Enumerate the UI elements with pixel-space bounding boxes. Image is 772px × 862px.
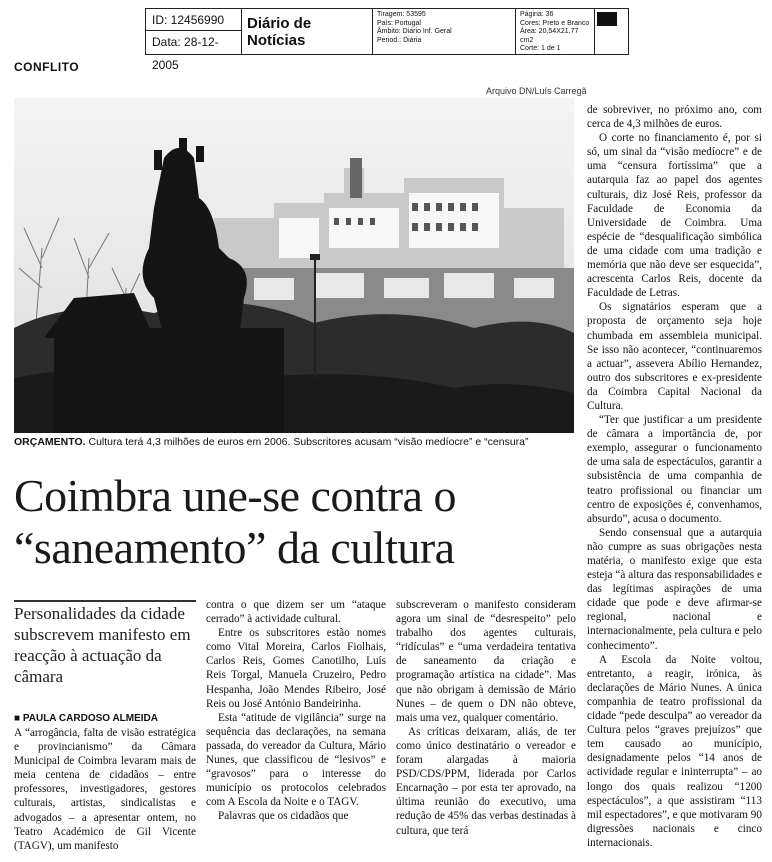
paragraph: A “arrogância, falta de visão estratégica e provincianismo” da Câmara Municipal de Coimbra levaram mais de meia centena de cidadãos – entre professores, investigadores, gestores culturais, artistas, sindicalistas e advogados – a apresentar ontem, no Teatro Académico de Gil Vicente (TAGV), um manifesto	[14, 727, 196, 852]
article-column-3	[396, 598, 576, 838]
deck-rule	[14, 600, 196, 602]
clipping-meta-left	[374, 9, 516, 54]
meta-line: Âmbito: Diário Inf. Geral	[377, 28, 452, 35]
caption-text: Cultura terá 4,3 milhões de euros em 2006. Subscritores acusam “visão medíocre” e “censura”	[85, 436, 529, 448]
paragraph: subscreveram o manifesto consideram agora um sinal de “desrespeito” pelo trabalho dos agentes culturais, “ridículas” e “uma verdadeira tentativa de saneamento da criação e programação artística na cidade”. Mas que não obrigam à demissão de Mário Nunes – de quem o DN não obteve, mais uma vez, qualquer comentário.	[396, 599, 576, 724]
byline: ■ PAULA CARDOSO ALMEIDA	[14, 713, 158, 724]
paragraph: As críticas deixaram, aliás, de ter como único destinatário o vereador e foram alargadas à maioria PSD/CDS/PPM, liderada por Carlos Encarnação – por esta ter aprovado, na última reunião do executivo, uma redução de 45% das verbas destinadas à cultura, que terá	[396, 725, 576, 837]
meta-line: Página: 36	[520, 11, 554, 18]
headline-line: Coimbra une-se contra o	[14, 470, 456, 521]
meta-line: Corte: 1 de 1	[520, 45, 561, 52]
meta-line: Tiragem: 53595	[377, 11, 426, 18]
paragraph: Esta “atitude de vigilância” surge na sequência das declarações, na semana passada, do vereador da Cultura, Mário Nunes, que classificou de “lesivos” e “gravosos” para o interesse do município os protocolos celebrados com A Escola da Noite e o TAGV.	[206, 711, 386, 809]
clipping-header	[145, 8, 629, 72]
article-column-1	[14, 726, 196, 853]
clipping-meta-right	[517, 9, 595, 54]
paragraph: A Escola da Noite voltou, entretanto, a reagir, irónica, às declarações de Mário Nunes. A única companhia de teatro profissional da cidade “pede desculpa” ao vereador da Cultura pelos “graves prejuízos” que tem causado ao município, designadamente pelos “14 anos de actividade regular e ininterrupta” – ao longo dos quais realizou “1200 espectáculos”, a que assistiram “113 mil espectadores”, e que motivaram 90 digressões nacionais e cinco internacionais.	[587, 653, 762, 849]
headline-line: “saneamento” da cultura	[14, 522, 455, 573]
caption-label: ORÇAMENTO.	[14, 436, 86, 448]
paragraph: Palavras que os cidadãos que	[218, 810, 349, 823]
article-photo	[14, 98, 574, 433]
black-marker	[597, 12, 617, 26]
photo-illustration	[14, 98, 574, 433]
paragraph: O corte no financiamento é, por si só, um sinal da “visão medíocre” e de uma “censura fortíssima” que a autarquia faz ao papel dos agentes culturais, diz José Reis, professor da Faculdade de Economia da Universidade de Coimbra. Uma espécie de “desqualificação simbólica de uma cidade com uma tradição e memória que não deve ser esquecida”, acrescenta Carlos Reis, docente da Faculdade de Letras.	[587, 132, 762, 300]
paragraph: Os signatários esperam que a proposta de orçamento seja hoje chumbada em assembleia municipal. Se isso não acontecer, “continuaremos a actuar”, assevera Abílio Hernandez, outro dos subscritores e ex-presidente da Coimbra Capital Nacional da Cultura.	[587, 301, 762, 412]
deck: Personalidades da cidade subscrevem manifesto em reacção à actuação da câmara	[14, 604, 191, 686]
paragraph: “Ter que justificar a um presidente de câmara a importância de, por exemplo, assegurar o funcionamento de uma sala de espectáculos, garantir a subsistência de uma companhia de teatro profissional ou financiar um centro de exposições é, convenhamos, absurdo”, acusa o documento.	[587, 414, 762, 525]
publication-name: Diário de Notícias	[243, 9, 373, 54]
paragraph: contra o que dizem ser um “ataque cerrado” à actividade cultural.	[206, 599, 386, 626]
headline	[14, 470, 584, 574]
paragraph: de sobreviver, no próximo ano, com cerca de 4,3 milhões de euros.	[587, 104, 762, 131]
article-column-4	[587, 103, 762, 850]
clipping-date: Data: 28-12-2005	[146, 31, 242, 54]
section-label: CONFLITO	[14, 60, 80, 74]
clipping-id: ID: 12456990	[146, 9, 242, 31]
photo-caption	[14, 436, 574, 448]
photo-credit: Arquivo DN/Luís Carregã	[486, 86, 587, 96]
paragraph: Entre os subscritores estão nomes como Vital Moreira, Carlos Fiolhais, Carlos Reis, Gomes Canotilho, Luís Reis Torgal, Manuela Cruzeiro, Pedro Hespanha, João Mendes Ribeiro, José Reis ou José António Bandeirinha.	[206, 627, 386, 710]
meta-line: Period.: Diária	[377, 36, 422, 44]
paragraph: Sendo consensual que a autarquia não cumpre as suas obrigações nesta matéria, o manifesto exige que esta esteja “à altura das responsabilidades e das legítimas aspirações de uma cidade que pode e deve afirmar-se regional, nacional e internacionalmente, pela cultura e pelo conhecimento”.	[587, 526, 762, 652]
article-column-2	[206, 598, 386, 824]
meta-line: Área: 20,54X21,77 cm2	[520, 28, 579, 44]
meta-line: Cores: Preto e Branco	[520, 19, 590, 27]
meta-line: País: Portugal	[377, 19, 421, 27]
